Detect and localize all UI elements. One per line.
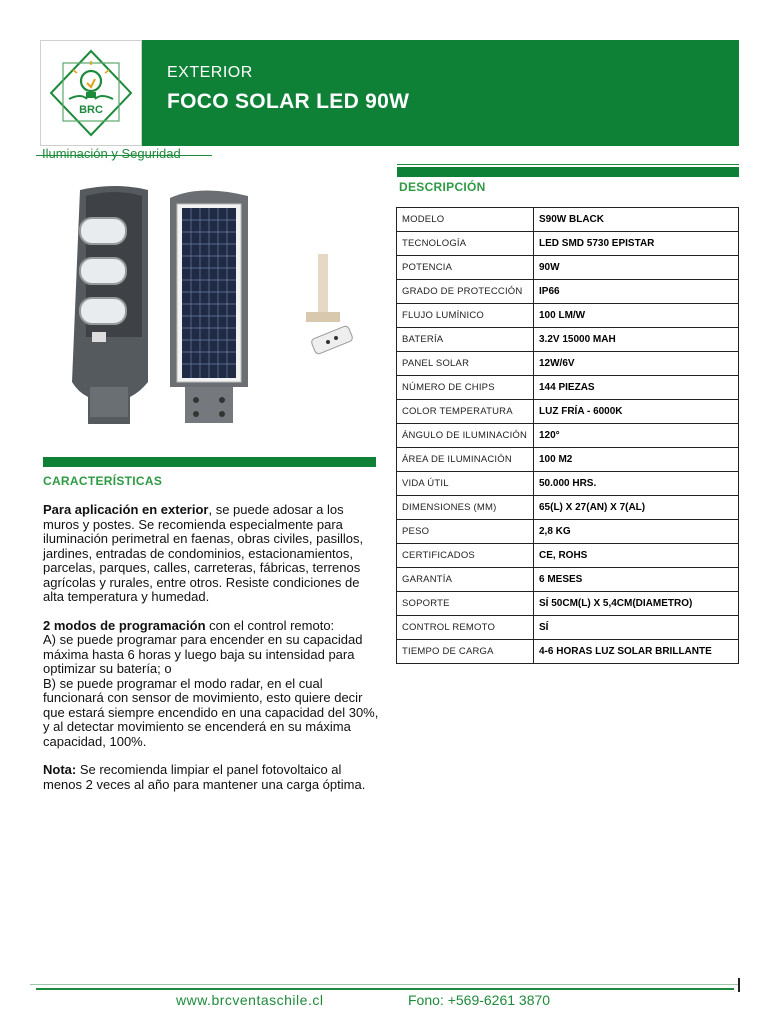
spec-value: 100 M2	[534, 448, 739, 472]
brc-logo-icon	[41, 41, 141, 145]
spec-label: ÁNGULO DE ILUMINACIÓN	[397, 424, 534, 448]
category-label: EXTERIOR	[167, 64, 253, 81]
spec-label: PESO	[397, 520, 534, 544]
spec-row	[397, 520, 739, 544]
spec-value: 90W	[534, 256, 739, 280]
spec-value: 4-6 HORAS LUZ SOLAR BRILLANTE	[534, 640, 739, 664]
application-lead: Para aplicación en exterior	[43, 502, 209, 517]
spec-value: 12W/6V	[534, 352, 739, 376]
spec-label: DIMENSIONES (MM)	[397, 496, 534, 520]
descripcion-heading: DESCRIPCIÓN	[399, 180, 486, 194]
spec-row	[397, 592, 739, 616]
logo-text: BRC	[79, 104, 103, 116]
spec-row	[397, 568, 739, 592]
spec-label: NÚMERO DE CHIPS	[397, 376, 534, 400]
spec-row	[397, 256, 739, 280]
spec-value: 144 PIEZAS	[534, 376, 739, 400]
right-divider-line	[397, 164, 739, 165]
spec-row	[397, 208, 739, 232]
spec-value: SÍ 50CM(L) X 5,4CM(DIAMETRO)	[534, 592, 739, 616]
remote-control-image	[310, 325, 353, 355]
spec-row	[397, 448, 739, 472]
spec-label: MODELO	[397, 208, 534, 232]
spec-label: VIDA ÚTIL	[397, 472, 534, 496]
spec-row	[397, 472, 739, 496]
spec-value: IP66	[534, 280, 739, 304]
spec-label: FLUJO LUMÍNICO	[397, 304, 534, 328]
note-paragraph	[43, 763, 381, 792]
caracteristicas-heading: CARACTERÍSTICAS	[43, 474, 163, 488]
spec-value: S90W BLACK	[534, 208, 739, 232]
spec-row	[397, 376, 739, 400]
spec-row	[397, 352, 739, 376]
spec-label: BATERÍA	[397, 328, 534, 352]
spec-value: 65(L) X 27(AN) X 7(AL)	[534, 496, 739, 520]
company-tagline: Iluminación y Seguridad	[42, 146, 181, 161]
spec-label: TECNOLOGÍA	[397, 232, 534, 256]
spec-row	[397, 232, 739, 256]
footer-divider-line	[30, 984, 739, 985]
spec-value: LUZ FRÍA - 6000K	[534, 400, 739, 424]
lamp-back-image	[170, 190, 248, 423]
application-text: , se puede adosar a los muros y postes. Se recomienda especialmente para iluminación perimetral en faenas, obras civiles, pasillos, jardines, entradas de condominios, estacionamientos, parcelas, parques, calles, carreteras, fábricas, terrenos agrícolas y rurales, entre otros. Resiste condiciones de alta temperatura y humedad.	[43, 502, 364, 604]
footer-rule	[36, 988, 734, 990]
note-lead: Nota:	[43, 762, 77, 777]
page-title: FOCO SOLAR LED 90W	[167, 90, 410, 113]
spec-value: SÍ	[534, 616, 739, 640]
spec-label: POTENCIA	[397, 256, 534, 280]
footer-end-mark	[738, 978, 740, 992]
spec-label: SOPORTE	[397, 592, 534, 616]
spec-label: CONTROL REMOTO	[397, 616, 534, 640]
spec-value: 100 LM/W	[534, 304, 739, 328]
spec-table	[396, 207, 739, 664]
programming-text: con el control remoto:	[205, 617, 335, 633]
note-text: Se recomienda limpiar el panel fotovoltaico al menos 2 veces al año para mantener una carga óptima.	[43, 762, 366, 792]
footer-phone: Fono: +569-6261 3870	[408, 992, 551, 1008]
application-paragraph	[43, 503, 381, 605]
spec-row	[397, 616, 739, 640]
descripcion-bar	[397, 167, 739, 177]
spec-row	[397, 280, 739, 304]
spec-value: 50.000 HRS.	[534, 472, 739, 496]
company-logo	[40, 40, 142, 146]
footer-website-link[interactable]: www.brcventaschile.cl	[176, 992, 324, 1008]
spec-value: 3.2V 15000 MAH	[534, 328, 739, 352]
mode-b-text: B) se puede programar el modo radar, en el cual funcionará con sensor de movimiento, esto quiere decir que estará siempre encendido en una capacidad del 30%, y al detectar movimiento se encenderá en su máxima capacidad, 100%.	[43, 675, 379, 749]
spec-value: LED SMD 5730 EPISTAR	[534, 232, 739, 256]
programming-lead: 2 modos de programación	[43, 617, 206, 633]
programming-paragraph	[43, 619, 381, 750]
spec-label: CERTIFICADOS	[397, 544, 534, 568]
spec-row	[397, 496, 739, 520]
header-banner	[142, 40, 739, 146]
spec-row	[397, 400, 739, 424]
spec-label: PANEL SOLAR	[397, 352, 534, 376]
mode-a-text: A) se puede programar para encender en su capacidad máxima hasta 6 horas y luego baja su intensidad para optimizar su batería; o	[43, 632, 363, 676]
mount-bracket-image	[306, 254, 340, 322]
caracteristicas-bar	[43, 457, 376, 467]
lamp-front-image	[72, 186, 148, 424]
spec-row	[397, 304, 739, 328]
spec-label: GRADO DE PROTECCIÓN	[397, 280, 534, 304]
spec-label: ÁREA DE ILUMINACIÓN	[397, 448, 534, 472]
spec-row	[397, 328, 739, 352]
spec-label: TIEMPO DE CARGA	[397, 640, 534, 664]
spec-label: GARANTÍA	[397, 568, 534, 592]
spec-value: CE, ROHS	[534, 544, 739, 568]
spec-value: 6 MESES	[534, 568, 739, 592]
spec-row	[397, 424, 739, 448]
spec-row	[397, 640, 739, 664]
spec-value: 120°	[534, 424, 739, 448]
spec-label: COLOR TEMPERATURA	[397, 400, 534, 424]
caracteristicas-body	[43, 503, 381, 806]
spec-row	[397, 544, 739, 568]
spec-value: 2,8 KG	[534, 520, 739, 544]
product-images	[60, 182, 360, 432]
